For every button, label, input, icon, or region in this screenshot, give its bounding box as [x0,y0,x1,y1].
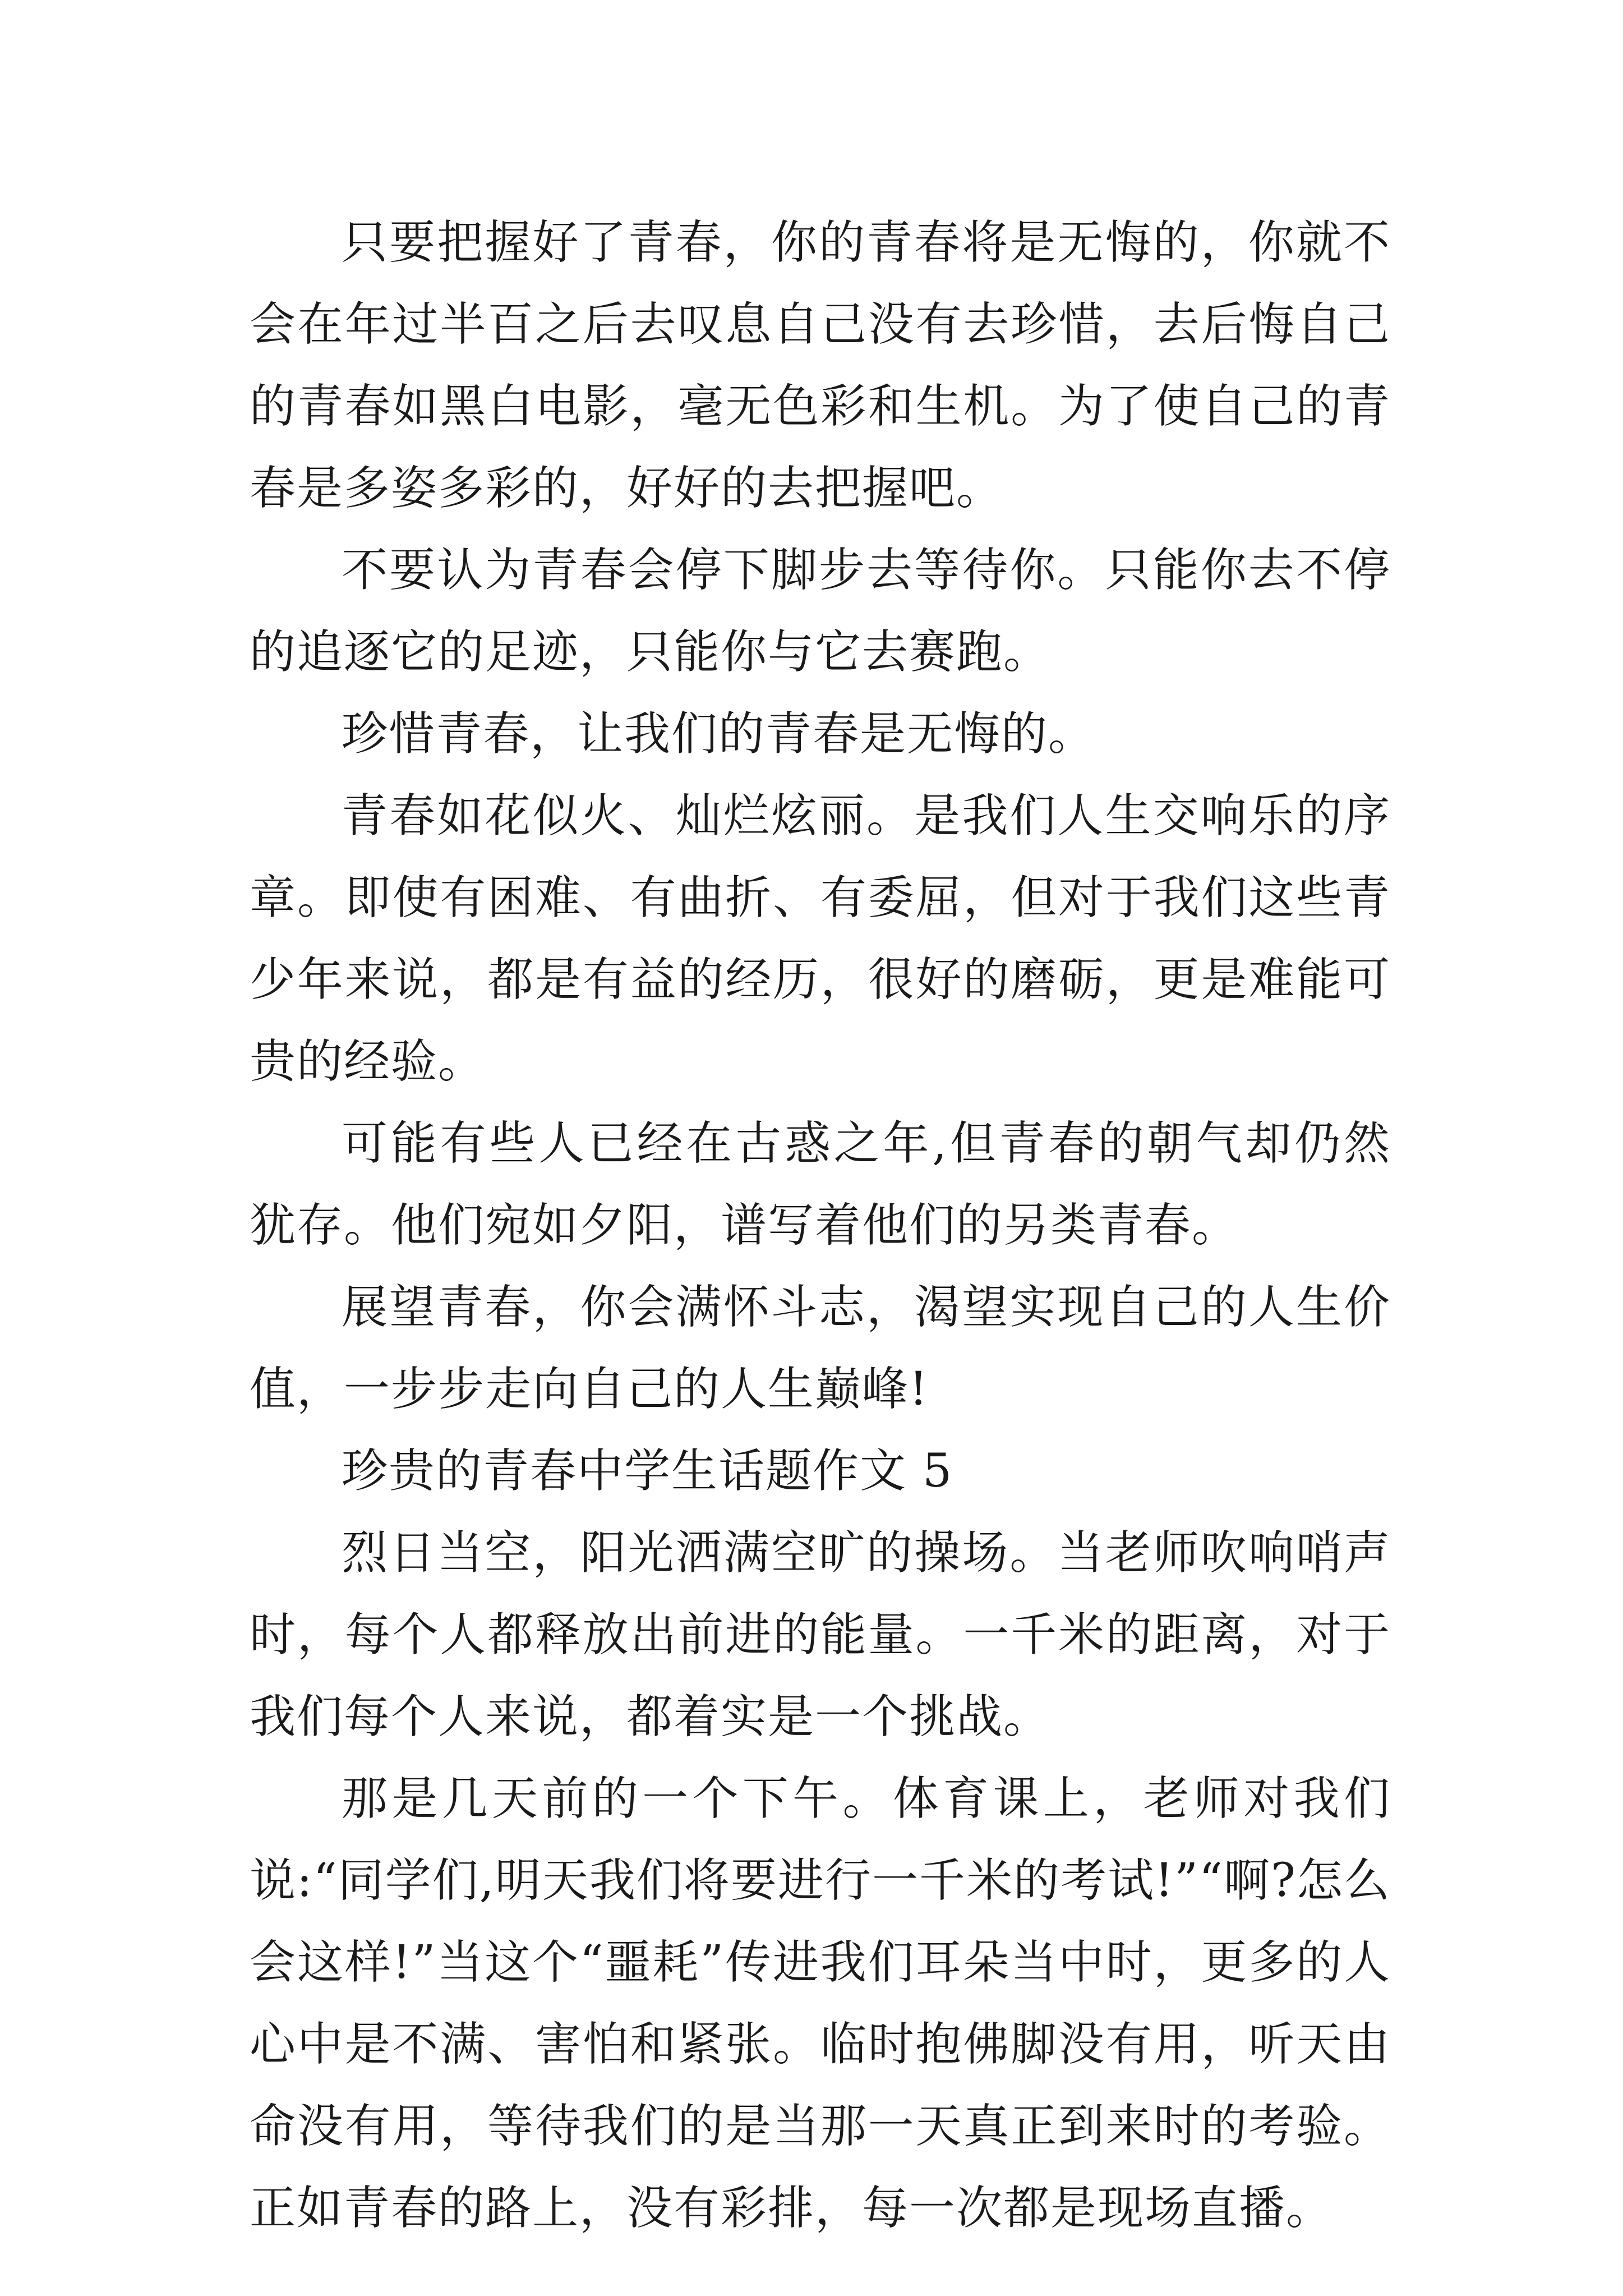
paragraph: 那是几天前的一个下午。体育课上，老师对我们说:“同学们,明天我们将要进行一千米的考试!”“啊?怎么会这样!”当这个“噩耗”传进我们耳朵当中时，更多的人心中是不满、害怕和紧张。临时抱佛脚没有用，听天由命没有用，等待我们的是当那一天真正到来时的考验。正如青春的路上，没有彩排，每一次都是现场直播。 [250,1772,1391,2235]
paragraph: 只要把握好了青春，你的青春将是无悔的，你就不会在年过半百之后去叹息自己没有去珍惜，去后悔自己的青春如黑白电影，毫无色彩和生机。为了使自己的青春是多姿多彩的，好好的去把握吧。 [250,216,1391,515]
paragraph: 可能有些人已经在古惑之年,但青春的朝气却仍然犹存。他们宛如夕阳，谱写着他们的另类青春。 [250,1117,1391,1252]
paragraph: 烈日当空，阳光洒满空旷的操场。当老师吹响哨声时，每个人都释放出前进的能量。一千米的距离，对于我们每个人来说，都着实是一个挑战。 [250,1526,1391,1743]
paragraph: 青春如花似火、灿烂炫丽。是我们人生交响乐的序章。即使有困难、有曲折、有委屈，但对于我们这些青少年来说，都是有益的经历，很好的磨砺，更是难能可贵的经验。 [250,789,1391,1088]
paragraph: 珍惜青春，让我们的青春是无悔的。 [342,707,1096,761]
paragraph: 不要认为青春会停下脚步去等待你。只能你去不停的追逐它的足迹，只能你与它去赛跑。 [250,544,1391,679]
document-body [250,202,1391,2249]
section-heading: 珍贵的青春中学生话题作文 5 [342,1444,953,1498]
paragraph: 展望青春，你会满怀斗志，渴望实现自己的人生价值，一步步走向自己的人生巅峰! [250,1281,1391,1416]
